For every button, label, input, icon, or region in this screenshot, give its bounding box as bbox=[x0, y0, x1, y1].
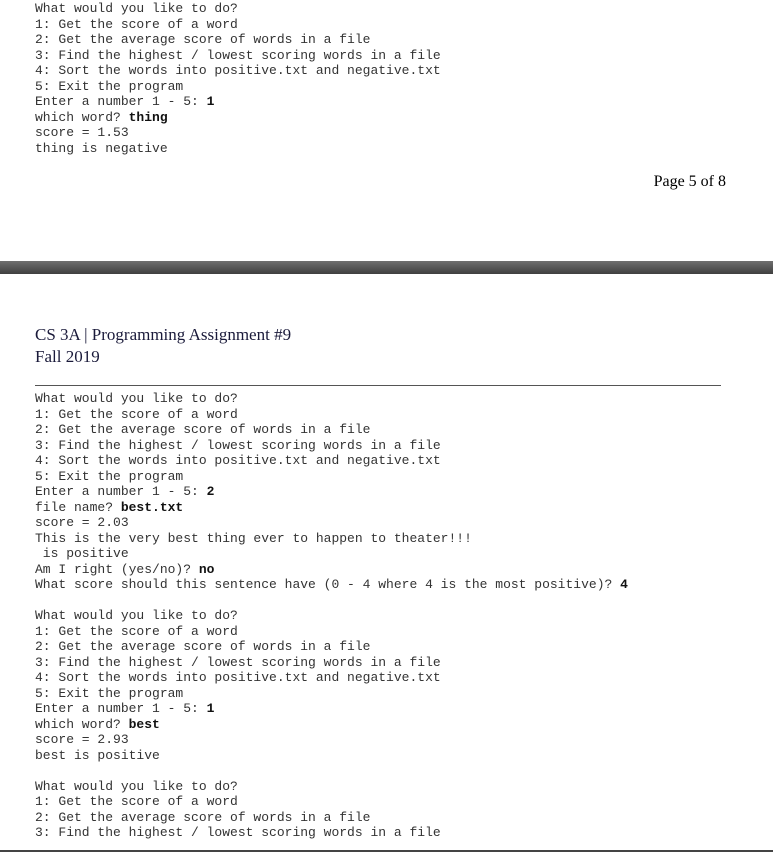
console-text: 4: Sort the words into positive.txt and negative.txt bbox=[35, 63, 441, 78]
console-text: Am I right (yes/no)? bbox=[35, 561, 199, 577]
console-text: 1: Get the score of a word bbox=[35, 406, 238, 422]
console-text: which word? bbox=[35, 716, 129, 732]
console-line bbox=[35, 141, 441, 157]
user-input: best bbox=[128, 716, 160, 732]
console-text: 3: Find the highest / lowest scoring words in a file bbox=[35, 437, 441, 453]
console-text: score = 2.93 bbox=[35, 732, 129, 747]
console-line bbox=[35, 515, 628, 531]
user-input: 2 bbox=[206, 484, 215, 499]
console-text: What would you like to do? bbox=[35, 391, 238, 406]
console-text: 4: Sort the words into positive.txt and negative.txt bbox=[35, 670, 441, 685]
console-line bbox=[35, 686, 628, 702]
console-text: score = 1.53 bbox=[35, 125, 129, 140]
console-line bbox=[35, 32, 441, 48]
console-text: file name? bbox=[35, 499, 121, 515]
console-line bbox=[35, 500, 628, 516]
console-line bbox=[35, 531, 628, 547]
console-output-top bbox=[35, 1, 441, 156]
page-separator bbox=[0, 261, 773, 274]
user-input: 1 bbox=[206, 701, 215, 716]
console-line bbox=[35, 624, 628, 640]
console-line bbox=[35, 391, 628, 407]
console-line bbox=[35, 17, 441, 33]
console-line bbox=[35, 701, 628, 717]
console-text: which word? bbox=[35, 109, 129, 125]
console-text: This is the very best thing ever to happen to theater!!! bbox=[35, 530, 472, 546]
console-line bbox=[35, 453, 628, 469]
console-text: 1: Get the score of a word bbox=[35, 16, 238, 32]
console-line bbox=[35, 748, 628, 764]
console-line bbox=[35, 732, 628, 748]
console-line bbox=[35, 469, 628, 485]
console-line bbox=[35, 438, 628, 454]
console-text: What score should this sentence have (0 - 4 where 4 is the most positive)? bbox=[35, 577, 621, 592]
console-line bbox=[35, 825, 628, 841]
console-text: What would you like to do? bbox=[35, 778, 238, 794]
console-line bbox=[35, 810, 628, 826]
console-line bbox=[35, 717, 628, 733]
console-text: 2: Get the average score of words in a file bbox=[35, 422, 371, 437]
console-text: 3: Find the highest / lowest scoring words in a file bbox=[35, 654, 441, 670]
console-text: 5: Exit the program bbox=[35, 685, 184, 701]
console-line bbox=[35, 608, 628, 624]
console-line bbox=[35, 110, 441, 126]
console-line bbox=[35, 655, 628, 671]
console-text: 2: Get the average score of words in a file bbox=[35, 32, 371, 47]
console-text: 5: Exit the program bbox=[35, 78, 184, 94]
console-line bbox=[35, 48, 441, 64]
console-text: Enter a number 1 - 5: bbox=[35, 94, 207, 109]
console-line bbox=[35, 125, 441, 141]
console-line bbox=[35, 779, 628, 795]
console-text: What would you like to do? bbox=[35, 608, 238, 623]
console-line bbox=[35, 639, 628, 655]
console-line bbox=[35, 63, 441, 79]
console-output-bottom bbox=[35, 391, 628, 841]
user-input: 4 bbox=[620, 577, 628, 592]
console-line bbox=[35, 94, 441, 110]
user-input: no bbox=[198, 561, 215, 577]
console-text: best is positive bbox=[35, 747, 160, 763]
user-input: thing bbox=[128, 109, 168, 125]
console-text: What would you like to do? bbox=[35, 1, 238, 16]
console-text: 1: Get the score of a word bbox=[35, 794, 238, 809]
console-line bbox=[35, 484, 628, 500]
term-label: Fall 2019 bbox=[35, 347, 100, 366]
course-title: CS 3A | Programming Assignment #9 bbox=[35, 325, 292, 344]
console-line bbox=[35, 79, 441, 95]
console-line bbox=[35, 562, 628, 578]
header-rule bbox=[35, 385, 721, 386]
console-text: thing is negative bbox=[35, 140, 168, 156]
console-line bbox=[35, 670, 628, 686]
console-text: 4: Sort the words into positive.txt and negative.txt bbox=[35, 453, 441, 468]
console-line bbox=[35, 794, 628, 810]
console-text: 2: Get the average score of words in a file bbox=[35, 639, 371, 654]
document-page-bottom bbox=[0, 274, 773, 852]
console-text: is positive bbox=[35, 546, 129, 561]
user-input: best.txt bbox=[120, 499, 184, 515]
page-header bbox=[35, 324, 291, 368]
user-input: 1 bbox=[206, 94, 215, 109]
console-line bbox=[35, 1, 441, 17]
console-text: 2: Get the average score of words in a file bbox=[35, 809, 371, 825]
console-text: 3: Find the highest / lowest scoring words in a file bbox=[35, 47, 441, 63]
console-line bbox=[35, 577, 628, 593]
console-text: Enter a number 1 - 5: bbox=[35, 484, 207, 499]
console-text: score = 2.03 bbox=[35, 515, 129, 530]
console-text: 1: Get the score of a word bbox=[35, 623, 238, 639]
console-text: 5: Exit the program bbox=[35, 468, 184, 484]
page-number: Page 5 of 8 bbox=[653, 173, 726, 190]
console-text: Enter a number 1 - 5: bbox=[35, 701, 207, 716]
blank-line bbox=[35, 593, 628, 609]
document-page-top bbox=[0, 0, 773, 262]
console-line bbox=[35, 407, 628, 423]
console-line bbox=[35, 546, 628, 562]
blank-line bbox=[35, 763, 628, 779]
console-line bbox=[35, 422, 628, 438]
console-text: 3: Find the highest / lowest scoring words in a file bbox=[35, 825, 441, 840]
